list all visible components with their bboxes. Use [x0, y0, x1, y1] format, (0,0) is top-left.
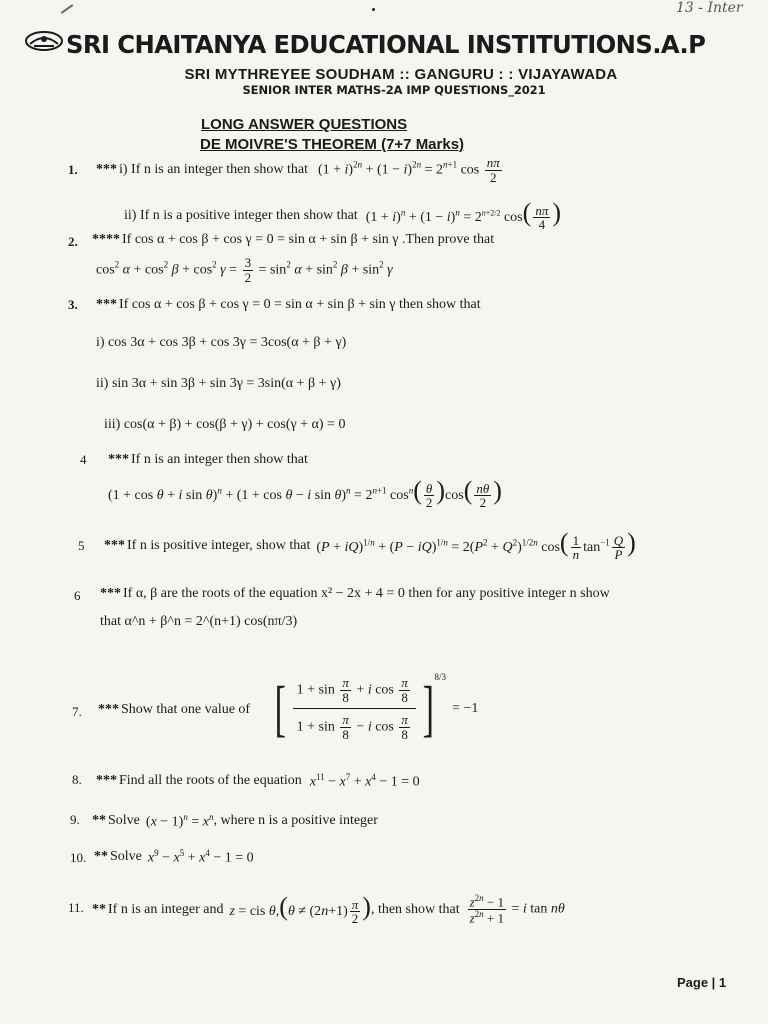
- question-4-expression: [108, 478, 502, 510]
- question-number: 9.: [70, 812, 80, 827]
- question-text: Show that one value of: [121, 702, 251, 717]
- question-number: 5: [78, 538, 85, 553]
- question-number: 4: [80, 452, 87, 467]
- question-text: Solve: [108, 813, 140, 829]
- math-expression: $(1 + i)^n + (1 - i)^n = 2^{n+2/2}$ cos( $\frac{n\pi}{4}$ ): [365, 198, 561, 233]
- institution-name: SRI CHAITANYA EDUCATIONAL INSTITUTIONS.A.P: [66, 30, 706, 59]
- star-rating: ***: [96, 773, 117, 789]
- question-number: 11.: [68, 900, 84, 915]
- question-text: If cos α + cos β + cos γ = 0 = sin α + sin β + sin γ then show that: [119, 297, 481, 312]
- question-text: If n is an integer and: [108, 901, 224, 917]
- math-expression: $x^9 - x^5 + x^4 - 1 = 0$: [147, 848, 254, 866]
- question-text: If n is positive integer, show that: [127, 537, 311, 553]
- page-number: Page | 1: [677, 975, 727, 990]
- star-rating: ****: [92, 232, 120, 247]
- math-expression: $x^{11} - x^7 + x^4 - 1 = 0$: [309, 772, 420, 790]
- question-3-part-ii: [96, 376, 341, 392]
- section-topic: DE MOIVRE'S THEOREM (7+7 Marks): [200, 136, 465, 153]
- question-4-text: [108, 452, 308, 468]
- question-text: i) If n is an integer then show that: [119, 162, 308, 178]
- exam-title: SENIOR INTER MATHS-2A IMP QUESTIONS_2021: [242, 83, 546, 97]
- question-6-text: [100, 586, 610, 602]
- math-expression: $\frac{z^{2n} - 1}{z^{2n} + 1}$ = i tan nθ: [469, 893, 565, 926]
- question-text: If cos α + cos β + cos γ = 0 = sin α + sin β + sin γ .Then prove that: [122, 232, 495, 247]
- star-rating: ***: [100, 586, 121, 601]
- math-expression: iii) cos(α + β) + cos(β + γ) + cos(γ + α) = 0: [104, 417, 346, 432]
- star-rating: **: [92, 813, 106, 829]
- question-2-text: [92, 232, 494, 248]
- question-number: 10.: [70, 850, 87, 865]
- question-8-text: [96, 772, 420, 791]
- star-rating: ***: [108, 452, 129, 467]
- math-expression: that α^n + β^n = 2^(n+1) cos(nπ/3): [100, 614, 298, 629]
- star-rating: ***: [96, 162, 117, 178]
- question-10-text: [94, 848, 254, 867]
- question-number: 1.: [68, 162, 78, 177]
- question-3-text: [96, 297, 481, 313]
- handwritten-note: 13 - Inter: [676, 0, 743, 16]
- institution-logo: [24, 30, 64, 52]
- star-rating: ***: [96, 297, 117, 312]
- question-text-middle: , then show that: [370, 901, 460, 917]
- math-expression: $\cos^2 \alpha + \cos^2 \beta + \cos^2 \gamma$ = $\frac{3}{2}$ = $\sin^2 \alpha + \sin^2 \beta + \sin^2 \gamma$: [96, 255, 393, 285]
- question-3-part-iii: [104, 417, 345, 433]
- ink-dot: [372, 8, 375, 11]
- section-heading: LONG ANSWER QUESTIONS: [201, 116, 408, 133]
- question-number: 3.: [68, 297, 78, 312]
- pen-mark: [61, 4, 74, 14]
- question-number: 6: [74, 588, 81, 603]
- question-text-end: , where n is a positive integer: [213, 813, 378, 829]
- question-1-part-ii: [124, 200, 561, 232]
- star-rating: ***: [104, 537, 125, 553]
- star-rating: **: [94, 849, 108, 865]
- math-expression: ii) sin 3α + sin 3β + sin 3γ = 3sin(α + β + γ): [96, 376, 341, 391]
- question-text: Find all the roots of the equation: [119, 773, 302, 789]
- math-expression: $(P + iQ)^{1/n} + (P - iQ)^{1/n} = 2(P^2 + Q^2)^{1/2n}$ cos( $\frac{1}{n}$ $\tan^{-1}$ $\frac{Q}{P}$ ): [316, 528, 636, 563]
- math-expression: z = cis θ,(θ ≠ (2n+1) $\frac{\pi}{2}$ ): [229, 892, 371, 927]
- question-7-text: [98, 702, 250, 718]
- question-text: ii) If n is a positive integer then show that: [124, 207, 358, 223]
- star-rating: **: [92, 901, 106, 917]
- question-number: 8.: [72, 772, 82, 787]
- math-expression: (1 + cos θ + i sin θ)$^n$ + (1 + cos θ − i $\sin \theta)^n = 2^{n+1}$ $\cos^n$( $\frac{\theta}{2}$ )cos( $\frac{n\theta}{2}$ ): [108, 476, 502, 511]
- star-rating: ***: [98, 702, 119, 717]
- question-5-text: [104, 530, 636, 562]
- question-9-text: [92, 812, 378, 831]
- question-text: Solve: [110, 849, 142, 865]
- question-1-part-i: [96, 156, 504, 184]
- math-expression: $(x - 1)^n = x^n$: [145, 812, 214, 830]
- institution-address: SRI MYTHREYEE SOUDHAM :: GANGURU : : VIJAYAWADA: [184, 66, 618, 83]
- question-3-part-i: [96, 335, 346, 351]
- question-text: If α, β are the roots of the equation x² − 2x + 4 = 0 then for any positive integer n show: [123, 586, 610, 601]
- question-2-expression: [96, 256, 393, 284]
- math-expression: $(1 + i)^{2n} + (1 - i)^{2n} = 2^{n+1}$ cos $\frac{n\pi}{2}$: [317, 155, 500, 185]
- math-expression: i) cos 3α + cos 3β + cos 3γ = 3cos(α + β + γ): [96, 335, 347, 350]
- question-number: 7.: [72, 704, 82, 719]
- question-number: 2.: [68, 234, 78, 249]
- question-7-expression: [ 1 + sin $\frac{\pi}{8}$ + i cos $\frac{\pi}{8}$ 1 + sin $\frac{\pi}{8}$ − i cos $\frac{\pi}{8}$ ] $^{8/3}$ = −1: [274, 672, 479, 743]
- question-6-continuation: [100, 614, 297, 630]
- question-11-text: [92, 894, 565, 926]
- question-text: If n is an integer then show that: [131, 452, 308, 467]
